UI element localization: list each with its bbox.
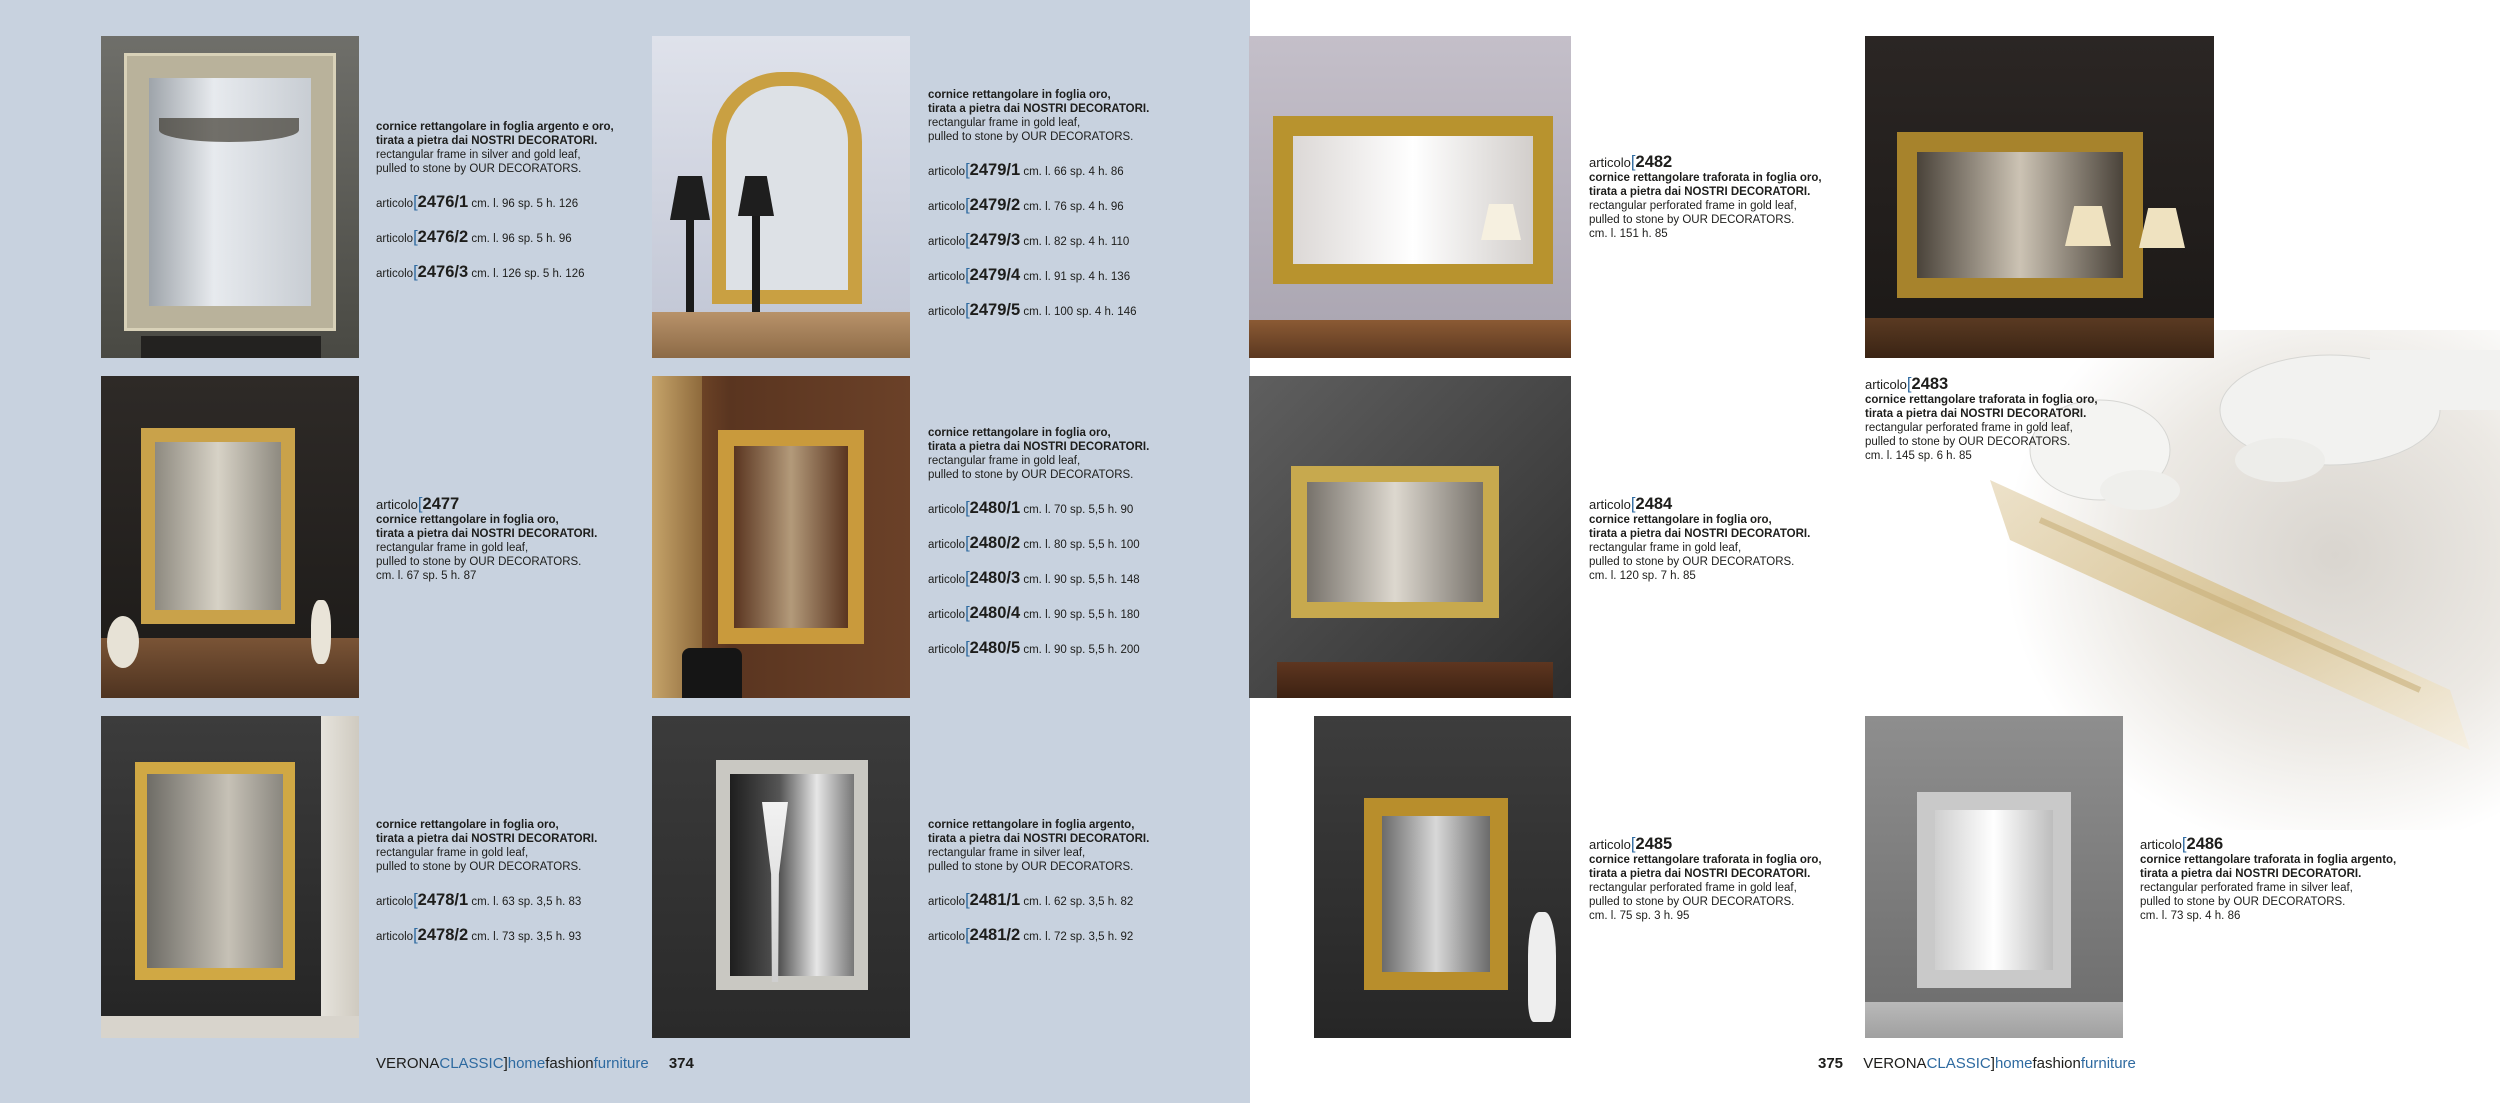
section-tab-bathroom <box>2466 942 2490 1082</box>
variant-row <box>376 927 636 945</box>
variant-row <box>928 500 1228 518</box>
article-code: 2476/1 <box>417 193 469 211</box>
brand-classic: CLASSIC <box>1926 1055 1991 1072</box>
bracket-icon: [ <box>2181 835 2187 853</box>
articolo-label: articolo <box>376 268 414 280</box>
bracket-icon: [ <box>965 926 970 944</box>
footer-right <box>1818 1055 2136 1073</box>
bracket-icon: [ <box>965 499 970 517</box>
variant-row <box>376 194 636 212</box>
brand-classic: CLASSIC <box>439 1055 504 1072</box>
brand-furniture: furniture <box>2080 1055 2136 1072</box>
product-block-2485 <box>1589 836 1859 923</box>
desc-en-line2: pulled to stone by OUR DECORATORS. <box>1589 214 1795 226</box>
variant-row <box>376 229 636 247</box>
brand-fashion: fashion <box>2032 1055 2081 1072</box>
dimensions: cm. l. 90 sp. 5,5 h. 200 <box>1023 644 1140 656</box>
articolo-label: articolo <box>928 896 966 908</box>
article-code: 2479/5 <box>969 301 1021 319</box>
dimensions: cm. l. 73 sp. 4 h. 86 <box>2140 910 2241 922</box>
article-code: 2479/1 <box>969 161 1021 179</box>
article-code: 2479/4 <box>969 266 1021 284</box>
product-block-2481 <box>928 818 1228 945</box>
article-code: 2480/1 <box>969 499 1021 517</box>
desc-it-line1: cornice rettangolare traforata in foglia oro, <box>1589 172 1822 184</box>
desc-en-line2: pulled to stone by OUR DECORATORS. <box>1865 436 2071 448</box>
bracket-icon: [ <box>965 301 970 319</box>
dimensions: cm. l. 90 sp. 5,5 h. 148 <box>1023 574 1140 586</box>
articolo-label: articolo <box>928 236 966 248</box>
articolo-label: articolo <box>928 166 966 178</box>
article-header <box>1589 836 1859 853</box>
dimensions: cm. l. 66 sp. 4 h. 86 <box>1023 166 1124 178</box>
bracket-icon: [ <box>965 231 970 249</box>
articolo-label: articolo <box>928 201 966 213</box>
dimensions: cm. l. 63 sp. 3,5 h. 83 <box>471 896 582 908</box>
bracket-icon: [ <box>413 891 418 909</box>
desc-it-line1: cornice rettangolare in foglia oro, <box>928 427 1111 439</box>
product-block-2479 <box>928 88 1228 320</box>
dimensions: cm. l. 120 sp. 7 h. 85 <box>1589 570 1696 582</box>
product-photo-2478 <box>101 716 359 1038</box>
article-header <box>1589 496 1859 513</box>
bracket-icon: [ <box>1630 153 1636 171</box>
dimensions: cm. l. 62 sp. 3,5 h. 82 <box>1023 896 1134 908</box>
article-code: 2484 <box>1635 495 1673 513</box>
article-code: 2485 <box>1635 835 1673 853</box>
desc-en-line2: pulled to stone by OUR DECORATORS. <box>928 861 1134 873</box>
bracket-icon: [ <box>413 228 418 246</box>
variant-row <box>928 640 1228 658</box>
desc-it-line2: tirata a pietra dai NOSTRI DECORATORI. <box>928 103 1150 115</box>
articolo-label: articolo <box>1589 497 1631 512</box>
desc-en-line1: rectangular frame in gold leaf, <box>928 455 1081 467</box>
desc-en-line1: rectangular frame in silver leaf, <box>928 847 1086 859</box>
desc-en-line1: rectangular frame in silver and gold leaf, <box>376 149 581 161</box>
desc-en-line1: rectangular perforated frame in silver leaf, <box>2140 882 2353 894</box>
bracket-icon: [ <box>1630 495 1636 513</box>
product-photo-2482 <box>1249 36 1571 358</box>
product-photo-2479 <box>652 36 910 358</box>
bracket-icon: [ <box>965 604 970 622</box>
desc-en-line2: pulled to stone by OUR DECORATORS. <box>376 861 582 873</box>
product-photo-2486 <box>1865 716 2123 1038</box>
articolo-label: articolo <box>376 497 418 512</box>
article-code: 2482 <box>1635 153 1673 171</box>
dimensions: cm. l. 151 h. 85 <box>1589 228 1668 240</box>
dimensions: cm. l. 126 sp. 5 h. 126 <box>471 268 585 280</box>
bracket-icon: [ <box>413 193 418 211</box>
articolo-label: articolo <box>1865 377 1907 392</box>
dimensions: cm. l. 100 sp. 4 h. 146 <box>1023 306 1137 318</box>
desc-en-line2: pulled to stone by OUR DECORATORS. <box>928 469 1134 481</box>
brand-bracket: ] <box>1990 1055 1995 1072</box>
article-code: 2481/2 <box>969 926 1021 944</box>
articolo-label: articolo <box>1589 837 1631 852</box>
article-code: 2477 <box>422 495 460 513</box>
desc-en-line1: rectangular frame in gold leaf, <box>376 847 529 859</box>
product-block-2483 <box>1865 376 2135 463</box>
dimensions: cm. l. 67 sp. 5 h. 87 <box>376 570 477 582</box>
dimensions: cm. l. 76 sp. 4 h. 96 <box>1023 201 1124 213</box>
desc-it-line2: tirata a pietra dai NOSTRI DECORATORI. <box>1589 868 1811 880</box>
variant-row <box>928 162 1228 180</box>
bracket-icon: [ <box>417 495 423 513</box>
bracket-icon: [ <box>965 569 970 587</box>
variant-row <box>376 264 636 282</box>
article-code: 2480/4 <box>969 604 1021 622</box>
page-number-right: 375 <box>1818 1055 1844 1072</box>
desc-it-line1: cornice rettangolare in foglia oro, <box>376 514 559 526</box>
articolo-label: articolo <box>928 306 966 318</box>
product-photo-2476 <box>101 36 359 358</box>
variant-row <box>928 927 1228 945</box>
dimensions: cm. l. 82 sp. 4 h. 110 <box>1023 236 1130 248</box>
product-photo-2485 <box>1314 716 1571 1038</box>
product-block-2477 <box>376 496 636 583</box>
desc-it-line1: cornice rettangolare in foglia argento e oro, <box>376 121 614 133</box>
desc-it-line2: tirata a pietra dai NOSTRI DECORATORI. <box>2140 868 2362 880</box>
brand-furniture: furniture <box>593 1055 649 1072</box>
bracket-icon: [ <box>413 263 418 281</box>
bracket-icon: [ <box>413 926 418 944</box>
product-photo-2481 <box>652 716 910 1038</box>
article-code: 2478/2 <box>417 926 469 944</box>
desc-en-line1: rectangular perforated frame in gold leaf, <box>1865 422 2073 434</box>
article-code: 2483 <box>1911 375 1949 393</box>
variant-row <box>928 535 1228 553</box>
desc-en-line2: pulled to stone by OUR DECORATORS. <box>2140 896 2346 908</box>
dimensions: cm. l. 145 sp. 6 h. 85 <box>1865 450 1972 462</box>
desc-en-line2: pulled to stone by OUR DECORATORS. <box>1589 556 1795 568</box>
article-code: 2479/2 <box>969 196 1021 214</box>
desc-it-line2: tirata a pietra dai NOSTRI DECORATORI. <box>1589 528 1811 540</box>
articolo-label: articolo <box>928 504 966 516</box>
variant-row <box>928 267 1228 285</box>
desc-en-line2: pulled to stone by OUR DECORATORS. <box>928 131 1134 143</box>
brand-verona: VERONA <box>376 1055 440 1072</box>
variant-row <box>376 892 636 910</box>
variant-row <box>928 197 1228 215</box>
desc-it-line2: tirata a pietra dai NOSTRI DECORATORI. <box>376 135 598 147</box>
dimensions: cm. l. 72 sp. 3,5 h. 92 <box>1023 931 1134 943</box>
articolo-label: articolo <box>928 931 966 943</box>
desc-it-line1: cornice rettangolare in foglia oro, <box>928 89 1111 101</box>
desc-en-line1: rectangular frame in gold leaf, <box>928 117 1081 129</box>
bracket-icon: [ <box>965 161 970 179</box>
articolo-label: articolo <box>376 931 414 943</box>
desc-en-line1: rectangular perforated frame in gold leaf, <box>1589 200 1797 212</box>
articolo-label: articolo <box>376 896 414 908</box>
desc-en-line1: rectangular perforated frame in gold leaf, <box>1589 882 1797 894</box>
articolo-label: articolo <box>928 644 966 656</box>
variant-row <box>928 232 1228 250</box>
desc-it-line2: tirata a pietra dai NOSTRI DECORATORI. <box>928 833 1150 845</box>
variant-row <box>928 605 1228 623</box>
product-block-2486 <box>2140 836 2420 923</box>
bracket-icon: [ <box>965 534 970 552</box>
dimensions: cm. l. 70 sp. 5,5 h. 90 <box>1023 504 1134 516</box>
dimensions: cm. l. 96 sp. 5 h. 96 <box>471 233 572 245</box>
article-code: 2476/2 <box>417 228 469 246</box>
article-header <box>2140 836 2420 853</box>
article-code: 2480/3 <box>969 569 1021 587</box>
product-block-2478 <box>376 818 636 945</box>
brand-fashion: fashion <box>545 1055 594 1072</box>
dimensions: cm. l. 75 sp. 3 h. 95 <box>1589 910 1690 922</box>
desc-it-line1: cornice rettangolare traforata in foglia argento, <box>2140 854 2397 866</box>
desc-it-line2: tirata a pietra dai NOSTRI DECORATORI. <box>1589 186 1811 198</box>
bracket-icon: [ <box>965 639 970 657</box>
desc-en-line1: rectangular frame in gold leaf, <box>1589 542 1742 554</box>
dimensions: cm. l. 91 sp. 4 h. 136 <box>1023 271 1131 283</box>
brand-home: home <box>507 1055 546 1072</box>
desc-en-line2: pulled to stone by OUR DECORATORS. <box>376 556 582 568</box>
articolo-label: articolo <box>2140 837 2182 852</box>
articolo-label: articolo <box>928 574 966 586</box>
article-code: 2476/3 <box>417 263 469 281</box>
desc-it-line2: tirata a pietra dai NOSTRI DECORATORI. <box>928 441 1150 453</box>
variant-row <box>928 892 1228 910</box>
article-header <box>1589 154 1859 171</box>
article-code: 2480/5 <box>969 639 1021 657</box>
article-header <box>1865 376 2135 393</box>
brand-home: home <box>1994 1055 2033 1072</box>
product-photo-2477 <box>101 376 359 698</box>
desc-it-line2: tirata a pietra dai NOSTRI DECORATORI. <box>376 833 598 845</box>
product-block-2484 <box>1589 496 1859 583</box>
desc-it-line1: cornice rettangolare traforata in foglia oro, <box>1865 394 2098 406</box>
desc-en-line2: pulled to stone by OUR DECORATORS. <box>1589 896 1795 908</box>
article-header <box>376 496 636 513</box>
articolo-label: articolo <box>928 609 966 621</box>
product-block-2476 <box>376 120 636 282</box>
dimensions: cm. l. 90 sp. 5,5 h. 180 <box>1023 609 1140 621</box>
brand-bracket: ] <box>503 1055 508 1072</box>
footer-left <box>376 1055 694 1073</box>
product-photo-2484 <box>1249 376 1571 698</box>
bracket-icon: [ <box>965 266 970 284</box>
dimensions: cm. l. 96 sp. 5 h. 126 <box>471 198 579 210</box>
article-code: 2486 <box>2186 835 2224 853</box>
bracket-icon: [ <box>1906 375 1912 393</box>
product-block-2482 <box>1589 154 1859 241</box>
articolo-label: articolo <box>376 233 414 245</box>
desc-en-line1: rectangular frame in gold leaf, <box>376 542 529 554</box>
articolo-label: articolo <box>1589 155 1631 170</box>
desc-it-line1: cornice rettangolare in foglia argento, <box>928 819 1135 831</box>
articolo-label: articolo <box>928 271 966 283</box>
article-code: 2480/2 <box>969 534 1021 552</box>
article-code: 2478/1 <box>417 891 469 909</box>
product-block-2480 <box>928 426 1228 658</box>
page-number-left: 374 <box>668 1055 694 1072</box>
product-photo-2483 <box>1865 36 2214 358</box>
bracket-icon: [ <box>965 891 970 909</box>
desc-it-line1: cornice rettangolare traforata in foglia oro, <box>1589 854 1822 866</box>
desc-it-line1: cornice rettangolare in foglia oro, <box>1589 514 1772 526</box>
desc-it-line2: tirata a pietra dai NOSTRI DECORATORI. <box>1865 408 2087 420</box>
product-photo-2480 <box>652 376 910 698</box>
variant-row <box>928 302 1228 320</box>
desc-it-line2: tirata a pietra dai NOSTRI DECORATORI. <box>376 528 598 540</box>
articolo-label: articolo <box>376 198 414 210</box>
bracket-icon: [ <box>965 196 970 214</box>
desc-it-line1: cornice rettangolare in foglia oro, <box>376 819 559 831</box>
article-code: 2479/3 <box>969 231 1021 249</box>
variant-row <box>928 570 1228 588</box>
bracket-icon: [ <box>1630 835 1636 853</box>
brand-verona: VERONA <box>1863 1055 1927 1072</box>
desc-en-line2: pulled to stone by OUR DECORATORS. <box>376 163 582 175</box>
dimensions: cm. l. 73 sp. 3,5 h. 93 <box>471 931 582 943</box>
articolo-label: articolo <box>928 539 966 551</box>
dimensions: cm. l. 80 sp. 5,5 h. 100 <box>1023 539 1140 551</box>
article-code: 2481/1 <box>969 891 1021 909</box>
